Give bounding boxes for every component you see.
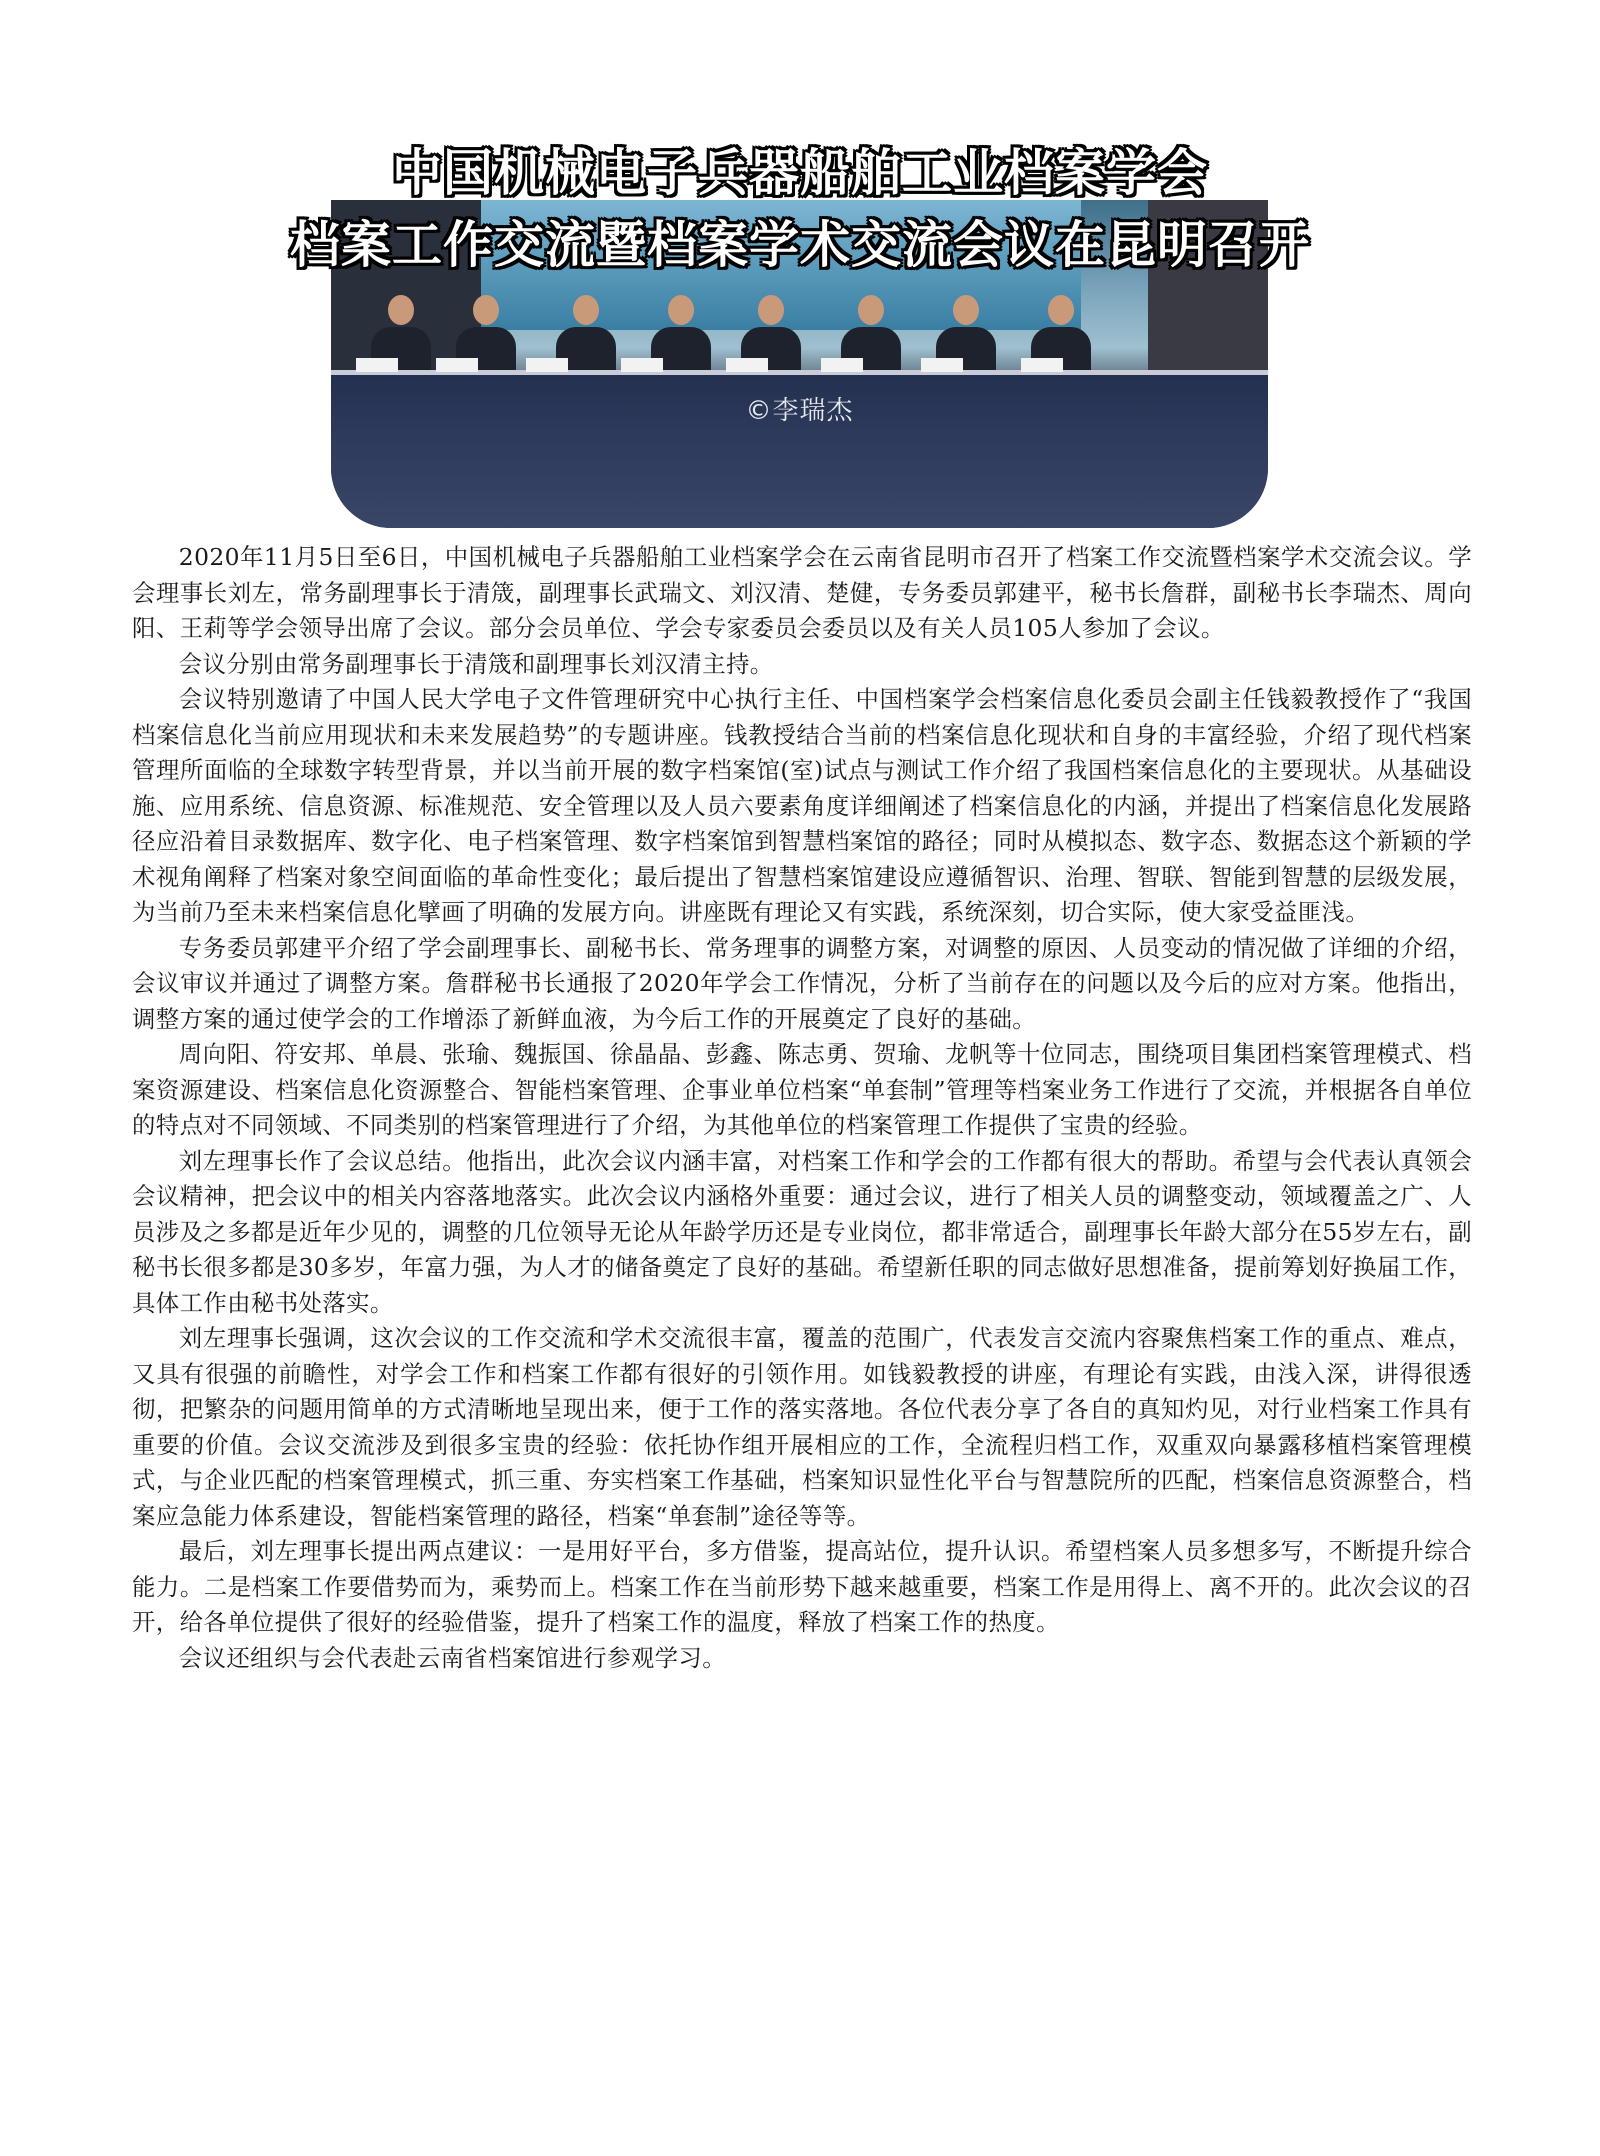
article-paragraph: 2020年11月5日至6日，中国机械电子兵器船舶工业档案学会在云南省昆明市召开了档案工作交流暨档案学术交流会议。学会理事长刘左，常务副理事长于清筬，副理事长武瑞文、刘汉清、楚健，专务委员郭建平，秘书长詹群，副秘书长李瑞杰、周向阳、王莉等学会领导出席了会议。部分会员单位、学会专家委员会委员以及有关人员105人参加了会议。	[132, 543, 1472, 642]
article-paragraph: 周向阳、符安邦、单晨、张瑜、魏振国、徐晶晶、彭鑫、陈志勇、贺瑜、龙帆等十位同志，围绕项目集团档案管理模式、档案资源建设、档案信息化资源整合、智能档案管理、企事业单位档案“单套制”管理等档案业务工作进行了交流，并根据各自单位的特点对不同领域、不同类别的档案管理进行了介绍，为其他单位的档案管理工作提供了宝贵的经验。	[132, 1040, 1472, 1139]
photo-nameplate	[921, 358, 963, 372]
photo-nameplate	[621, 358, 663, 372]
article-paragraph: 会议还组织与会代表赴云南省档案馆进行参观学习。	[178, 1643, 726, 1672]
article-paragraph: 最后，刘左理事长提出两点建议：一是用好平台，多方借鉴，提高站位，提升认识。希望档案人员多想多写，不断提升综合能力。二是档案工作要借势而为，乘势而上。档案工作在当前形势下越来越重要，档案工作是用得上、离不开的。此次会议的召开，给各单位提供了很好的经验借鉴，提升了档案工作的温度，释放了档案工作的热度。	[132, 1537, 1472, 1636]
photo-credit: ©李瑞杰	[745, 396, 854, 426]
photo-nameplate	[821, 358, 863, 372]
photo-nameplate	[436, 358, 478, 372]
article-body	[132, 540, 1472, 1676]
photo-nameplate	[1021, 358, 1063, 372]
article-paragraph: 会议特别邀请了中国人民大学电子文件管理研究中心执行主任、中国档案学会档案信息化委员会副主任钱毅教授作了“我国档案信息化当前应用现状和未来发展趋势”的专题讲座。钱教授结合当前的档案信息化现状和自身的丰富经验，介绍了现代档案管理所面临的全球数字转型背景，并以当前开展的数字档案馆(室)试点与测试工作介绍了我国档案信息化的主要现状。从基础设施、应用系统、信息资源、标准规范、安全管理以及人员六要素角度详细阐述了档案信息化的内涵，并提出了档案信息化发展路径应沿着目录数据库、数字化、电子档案管理、数字档案馆到智慧档案馆的路径；同时从模拟态、数字态、数据态这个新颖的学术视角阐释了档案对象空间面临的革命性变化；最后提出了智慧档案馆建设应遵循智识、治理、智联、智能到智慧的层级发展，为当前乃至未来档案信息化擘画了明确的发展方向。讲座既有理论又有实践，系统深刻，切合实际，使大家受益匪浅。	[132, 685, 1472, 926]
photo-nameplate	[526, 358, 568, 372]
article-paragraph: 会议分别由常务副理事长于清筬和副理事长刘汉清主持。	[178, 649, 774, 678]
photo-nameplate	[356, 358, 398, 372]
article-paragraph: 刘左理事长强调，这次会议的工作交流和学术交流很丰富，覆盖的范围广，代表发言交流内容聚焦档案工作的重点、难点，又具有很强的前瞻性，对学会工作和档案工作都有很好的引领作用。如钱毅教授的讲座，有理论有实践，由浅入深，讲得很透彻，把繁杂的问题用简单的方式清晰地呈现出来，便于工作的落实落地。各位代表分享了各自的真知灼见，对行业档案工作具有重要的价值。会议交流涉及到很多宝贵的经验：依托协作组开展相应的工作，全流程归档工作，双重双向暴露移植档案管理模式，与企业匹配的档案管理模式，抓三重、夯实档案工作基础，档案知识显性化平台与智慧院所的匹配，档案信息资源整合，档案应急能力体系建设，智能档案管理的路径，档案“单套制”途径等等。	[132, 1324, 1472, 1530]
photo-nameplate	[726, 358, 768, 372]
headline-line-1: 中国机械电子兵器船舶工业档案学会	[392, 144, 1208, 202]
headline-line-2: 档案工作交流暨档案学术交流会议在昆明召开	[290, 216, 1310, 274]
article-paragraph: 专务委员郭建平介绍了学会副理事长、副秘书长、常务理事的调整方案，对调整的原因、人员变动的情况做了详细的介绍，会议审议并通过了调整方案。詹群秘书长通报了2020年学会工作情况，分析了当前存在的问题以及今后的应对方案。他指出，调整方案的通过使学会的工作增添了新鲜血液，为今后工作的开展奠定了良好的基础。	[132, 933, 1472, 1033]
article-paragraph: 刘左理事长作了会议总结。他指出，此次会议内涵丰富，对档案工作和学会的工作都有很大的帮助。希望与会代表认真领会会议精神，把会议中的相关内容落地落实。此次会议内涵格外重要：通过会议，进行了相关人员的调整变动，领域覆盖之广、人员涉及之多都是近年少见的，调整的几位领导无论从年龄学历还是专业岗位，都非常适合，副理事长年龄大部分在55岁左右，副秘书长很多都是30多岁，年富力强，为人才的储备奠定了良好的基础。希望新任职的同志做好思想准备，提前筹划好换届工作，具体工作由秘书处落实。	[132, 1146, 1472, 1317]
